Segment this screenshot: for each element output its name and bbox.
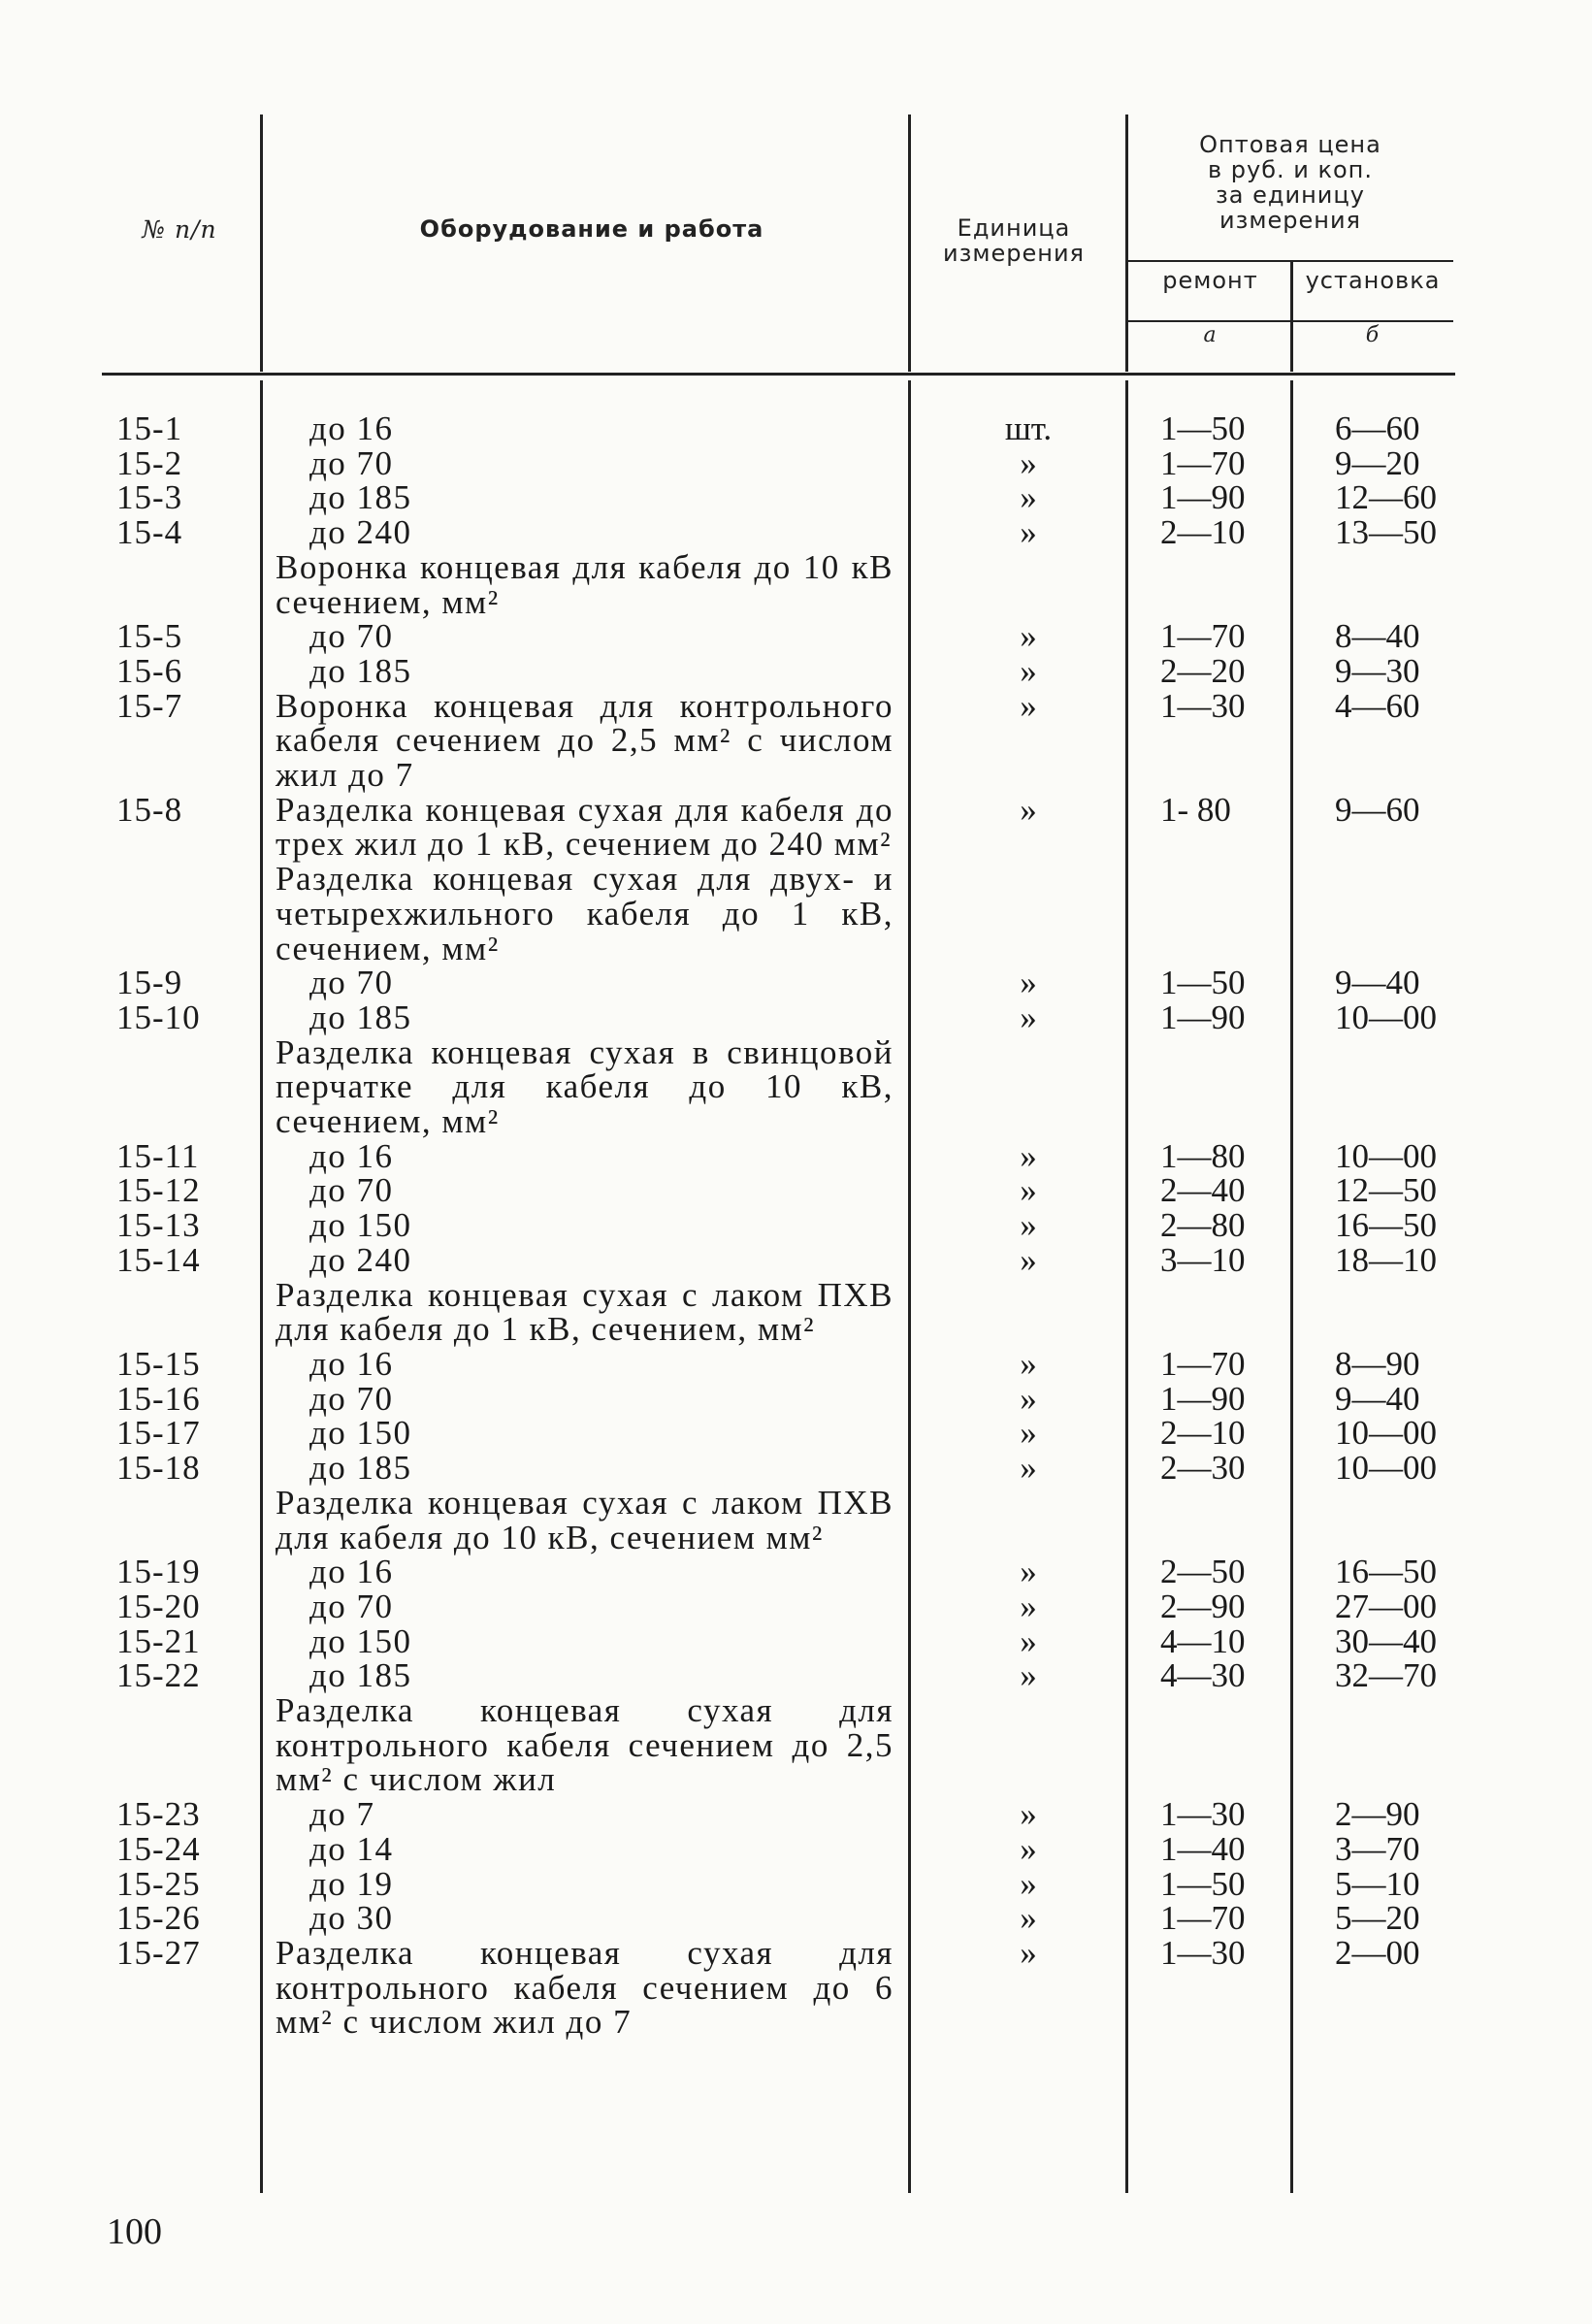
row-repair-price: 1—90 — [1160, 478, 1246, 517]
row-install-price: 3—70 — [1335, 1829, 1420, 1868]
table-row — [116, 651, 1475, 690]
row-description: Разделка концевая сухая для контрольного кабеля сечением до 6 мм² с числом жил до 7 — [276, 1933, 893, 2042]
row-number: 15-7 — [116, 686, 183, 725]
row-description: Разделка концевая сухая для кабеля до трех жил до 1 кВ, сечением до 240 мм² — [276, 790, 893, 864]
row-description: до 70 — [309, 617, 394, 656]
row-repair-price: 1—90 — [1160, 998, 1246, 1036]
row-unit: » — [1020, 1240, 1037, 1279]
row-repair-price: 3—10 — [1160, 1240, 1246, 1279]
row-install-price: 10—00 — [1335, 1449, 1437, 1488]
row-repair-price: 1—50 — [1160, 1864, 1246, 1903]
row-install-price: 9—40 — [1335, 964, 1420, 1002]
row-repair-price: 2—30 — [1160, 1449, 1246, 1488]
table-row — [116, 1416, 1475, 1451]
row-repair-price: 2—90 — [1160, 1587, 1246, 1625]
row-repair-price: 2—40 — [1160, 1171, 1246, 1210]
row-description: до 70 — [309, 443, 394, 482]
row-install-price: 9—40 — [1335, 1379, 1420, 1418]
row-description: до 7 — [309, 1795, 375, 1834]
table-row — [116, 1658, 1475, 1693]
row-install-price: 30—40 — [1335, 1621, 1437, 1660]
row-install-price: 27—00 — [1335, 1587, 1437, 1625]
row-description: до 70 — [309, 1587, 394, 1625]
row-description: до 19 — [309, 1864, 394, 1903]
header-col-repair-code: а — [1203, 323, 1218, 347]
row-number: 15-14 — [116, 1240, 201, 1279]
row-unit: » — [1020, 1553, 1037, 1591]
table-row — [116, 1208, 1475, 1243]
row-number: 15-13 — [116, 1206, 201, 1245]
row-install-price: 2—00 — [1335, 1933, 1420, 1972]
row-description: до 150 — [309, 1414, 412, 1453]
row-number: 15-15 — [116, 1344, 201, 1383]
table-row — [116, 1901, 1475, 1936]
row-number: 15-9 — [116, 964, 183, 1002]
row-install-price: 6—60 — [1335, 409, 1420, 447]
row-number: 15-20 — [116, 1587, 201, 1625]
row-description: до 185 — [309, 478, 412, 517]
row-install-price: 5—10 — [1335, 1864, 1420, 1903]
row-description: до 16 — [309, 1344, 394, 1383]
row-description: до 185 — [309, 1656, 412, 1695]
row-install-price: 18—10 — [1335, 1240, 1437, 1279]
row-number: 15-4 — [116, 513, 183, 552]
row-description: Разделка концевая сухая с лаком ПХВ для кабеля до 1 кВ, сечением, мм² — [276, 1275, 893, 1349]
row-description: до 150 — [309, 1621, 412, 1660]
header-col-price-line1: Оптовая цена — [1199, 131, 1381, 158]
row-number: 15-24 — [116, 1829, 201, 1868]
row-description: до 185 — [309, 1449, 412, 1488]
row-repair-price: 2—80 — [1160, 1206, 1246, 1245]
table-row — [116, 1275, 1475, 1349]
row-description: Разделка концевая сухая для контрольного кабеля сечением до 2,5 мм² с числом жил — [276, 1691, 893, 1799]
table-row — [116, 1589, 1475, 1624]
row-install-price: 8—40 — [1335, 617, 1420, 656]
row-repair-price: 1—90 — [1160, 1379, 1246, 1418]
table-row — [116, 411, 1475, 446]
row-number: 15-19 — [116, 1553, 201, 1591]
row-unit: » — [1020, 651, 1037, 690]
row-repair-price: 2—50 — [1160, 1553, 1246, 1591]
table-row — [116, 1344, 1475, 1383]
table-row — [116, 480, 1475, 515]
table-row — [116, 515, 1475, 550]
table-row — [116, 1379, 1475, 1418]
row-description: до 185 — [309, 651, 412, 690]
row-description: Разделка концевая сухая для двух- и четырехжильного кабеля до 1 кВ, сечением, мм² — [276, 860, 893, 967]
row-repair-price: 1—70 — [1160, 443, 1246, 482]
header-bottom-rule — [102, 373, 1455, 376]
row-install-price: 10—00 — [1335, 1136, 1437, 1175]
row-unit: » — [1020, 617, 1037, 656]
header-col-unit — [912, 215, 1116, 266]
row-number: 15-25 — [116, 1864, 201, 1903]
table-row — [116, 1000, 1475, 1035]
price-table-body — [116, 411, 1475, 2040]
row-number: 15-27 — [116, 1933, 201, 1972]
row-unit: » — [1020, 1795, 1037, 1834]
row-unit: » — [1020, 1379, 1037, 1418]
table-row — [116, 1933, 1475, 2042]
row-description: до 185 — [309, 998, 412, 1036]
row-install-price: 9—20 — [1335, 443, 1420, 482]
header-col-price-line3: за единицу — [1216, 181, 1365, 209]
table-row — [116, 443, 1475, 482]
row-unit: » — [1020, 1656, 1037, 1695]
row-number: 15-23 — [116, 1795, 201, 1834]
row-number: 15-1 — [116, 409, 183, 447]
row-repair-price: 1—30 — [1160, 686, 1246, 725]
row-repair-price: 2—20 — [1160, 651, 1246, 690]
row-number: 15-18 — [116, 1449, 201, 1488]
row-description: до 14 — [309, 1829, 394, 1868]
header-divider-2 — [908, 115, 911, 372]
row-number: 15-6 — [116, 651, 183, 690]
header-col-install-code: б — [1365, 323, 1381, 347]
row-unit: » — [1020, 1206, 1037, 1245]
row-repair-price: 2—10 — [1160, 513, 1246, 552]
row-unit: » — [1020, 478, 1037, 517]
row-description: Разделка концевая сухая с лаком ПХВ для кабеля до 10 кВ, сечением мм² — [276, 1483, 893, 1556]
row-install-price: 12—60 — [1335, 478, 1437, 517]
header-col-install: установка — [1305, 267, 1441, 294]
row-number: 15-3 — [116, 478, 183, 517]
row-repair-price: 1- 80 — [1160, 790, 1231, 829]
header-divider-1 — [260, 115, 263, 372]
row-unit: » — [1020, 1864, 1037, 1903]
row-repair-price: 4—30 — [1160, 1656, 1246, 1695]
table-row — [116, 1864, 1475, 1903]
table-row — [116, 862, 1475, 966]
row-install-price: 16—50 — [1335, 1206, 1437, 1245]
row-unit: » — [1020, 1621, 1037, 1660]
table-row — [116, 1693, 1475, 1797]
row-unit: » — [1020, 686, 1037, 725]
row-unit: » — [1020, 443, 1037, 482]
row-description: до 16 — [309, 1136, 394, 1175]
row-description: до 240 — [309, 513, 412, 552]
row-install-price: 32—70 — [1335, 1656, 1437, 1695]
row-description: до 150 — [309, 1206, 412, 1245]
table-row — [116, 686, 1475, 795]
row-repair-price: 1—70 — [1160, 1344, 1246, 1383]
row-repair-price: 1—50 — [1160, 409, 1246, 447]
table-row — [116, 547, 1475, 621]
row-unit: » — [1020, 513, 1037, 552]
row-repair-price: 1—70 — [1160, 1899, 1246, 1938]
row-description: до 16 — [309, 1553, 394, 1591]
header-col-unit-line2: измерения — [943, 240, 1085, 267]
row-repair-price: 1—80 — [1160, 1136, 1246, 1175]
row-install-price: 10—00 — [1335, 1414, 1437, 1453]
row-repair-price: 1—70 — [1160, 617, 1246, 656]
row-number: 15-16 — [116, 1379, 201, 1418]
row-repair-price: 1—30 — [1160, 1933, 1246, 1972]
row-unit: » — [1020, 1587, 1037, 1625]
header-divider-3 — [1125, 115, 1128, 372]
row-repair-price: 2—10 — [1160, 1414, 1246, 1453]
row-number: 15-5 — [116, 617, 183, 656]
header-col-price — [1130, 132, 1450, 233]
row-repair-price: 1—30 — [1160, 1795, 1246, 1834]
row-description: до 70 — [309, 1171, 394, 1210]
table-row — [116, 1451, 1475, 1486]
row-unit: » — [1020, 1829, 1037, 1868]
row-unit: » — [1020, 1171, 1037, 1210]
row-number: 15-11 — [116, 1136, 200, 1175]
row-install-price: 13—50 — [1335, 513, 1437, 552]
table-row — [116, 1483, 1475, 1556]
row-description: до 16 — [309, 409, 394, 447]
table-row — [116, 1240, 1475, 1279]
row-unit: » — [1020, 1414, 1037, 1453]
row-unit: » — [1020, 1449, 1037, 1488]
header-col-price-line4: измерения — [1219, 207, 1361, 234]
row-description: до 240 — [309, 1240, 412, 1279]
row-unit: шт. — [1004, 409, 1053, 447]
table-row — [116, 966, 1475, 1000]
row-install-price: 9—60 — [1335, 790, 1420, 829]
table-row — [116, 619, 1475, 654]
header-col-price-line2: в руб. и коп. — [1208, 156, 1373, 183]
table-row — [116, 1136, 1475, 1175]
row-repair-price: 1—50 — [1160, 964, 1246, 1002]
table-row — [116, 790, 1475, 864]
row-repair-price: 4—10 — [1160, 1621, 1246, 1660]
row-description: до 30 — [309, 1899, 394, 1938]
table-row — [116, 1621, 1475, 1660]
row-number: 15-12 — [116, 1171, 201, 1210]
table-row — [116, 1555, 1475, 1589]
row-install-price: 5—20 — [1335, 1899, 1420, 1938]
row-unit: » — [1020, 790, 1037, 829]
row-description: Воронка концевая для кабеля до 10 кВ сечением, мм² — [276, 547, 893, 621]
row-description: до 70 — [309, 964, 394, 1002]
row-install-price: 9—30 — [1335, 651, 1420, 690]
header-col-repair: ремонт — [1162, 267, 1258, 294]
row-description: Воронка концевая для контрольного кабеля сечением до 2,5 мм² с числом жил до 7 — [276, 686, 893, 795]
header-col-no: № п/п — [142, 215, 217, 244]
row-install-price: 16—50 — [1335, 1553, 1437, 1591]
row-number: 15-10 — [116, 998, 201, 1036]
row-description: Разделка концевая сухая в свинцовой перчатке для кабеля до 10 кВ, сечением, мм² — [276, 1032, 893, 1141]
row-number: 15-22 — [116, 1656, 201, 1695]
row-install-price: 4—60 — [1335, 686, 1420, 725]
row-number: 15-17 — [116, 1414, 201, 1453]
table-row — [116, 1829, 1475, 1868]
row-unit: » — [1020, 964, 1037, 1002]
row-number: 15-2 — [116, 443, 183, 482]
page-number: 100 — [107, 2211, 162, 2252]
table-row — [116, 1173, 1475, 1208]
row-install-price: 12—50 — [1335, 1171, 1437, 1210]
table-row — [116, 1032, 1475, 1141]
row-number: 15-21 — [116, 1621, 201, 1660]
row-repair-price: 1—40 — [1160, 1829, 1246, 1868]
row-unit: » — [1020, 998, 1037, 1036]
row-unit: » — [1020, 1899, 1037, 1938]
row-unit: » — [1020, 1933, 1037, 1972]
header-col-item: Оборудование и работа — [419, 215, 764, 243]
price-subdivider — [1290, 262, 1293, 372]
row-unit: » — [1020, 1136, 1037, 1175]
row-install-price: 2—90 — [1335, 1795, 1420, 1834]
row-number: 15-8 — [116, 790, 183, 829]
header-col-unit-line1: Единица — [957, 214, 1071, 242]
row-install-price: 8—90 — [1335, 1344, 1420, 1383]
row-number: 15-26 — [116, 1899, 201, 1938]
table-row — [116, 1797, 1475, 1832]
row-install-price: 10—00 — [1335, 998, 1437, 1036]
row-description: до 70 — [309, 1379, 394, 1418]
row-unit: » — [1020, 1344, 1037, 1383]
